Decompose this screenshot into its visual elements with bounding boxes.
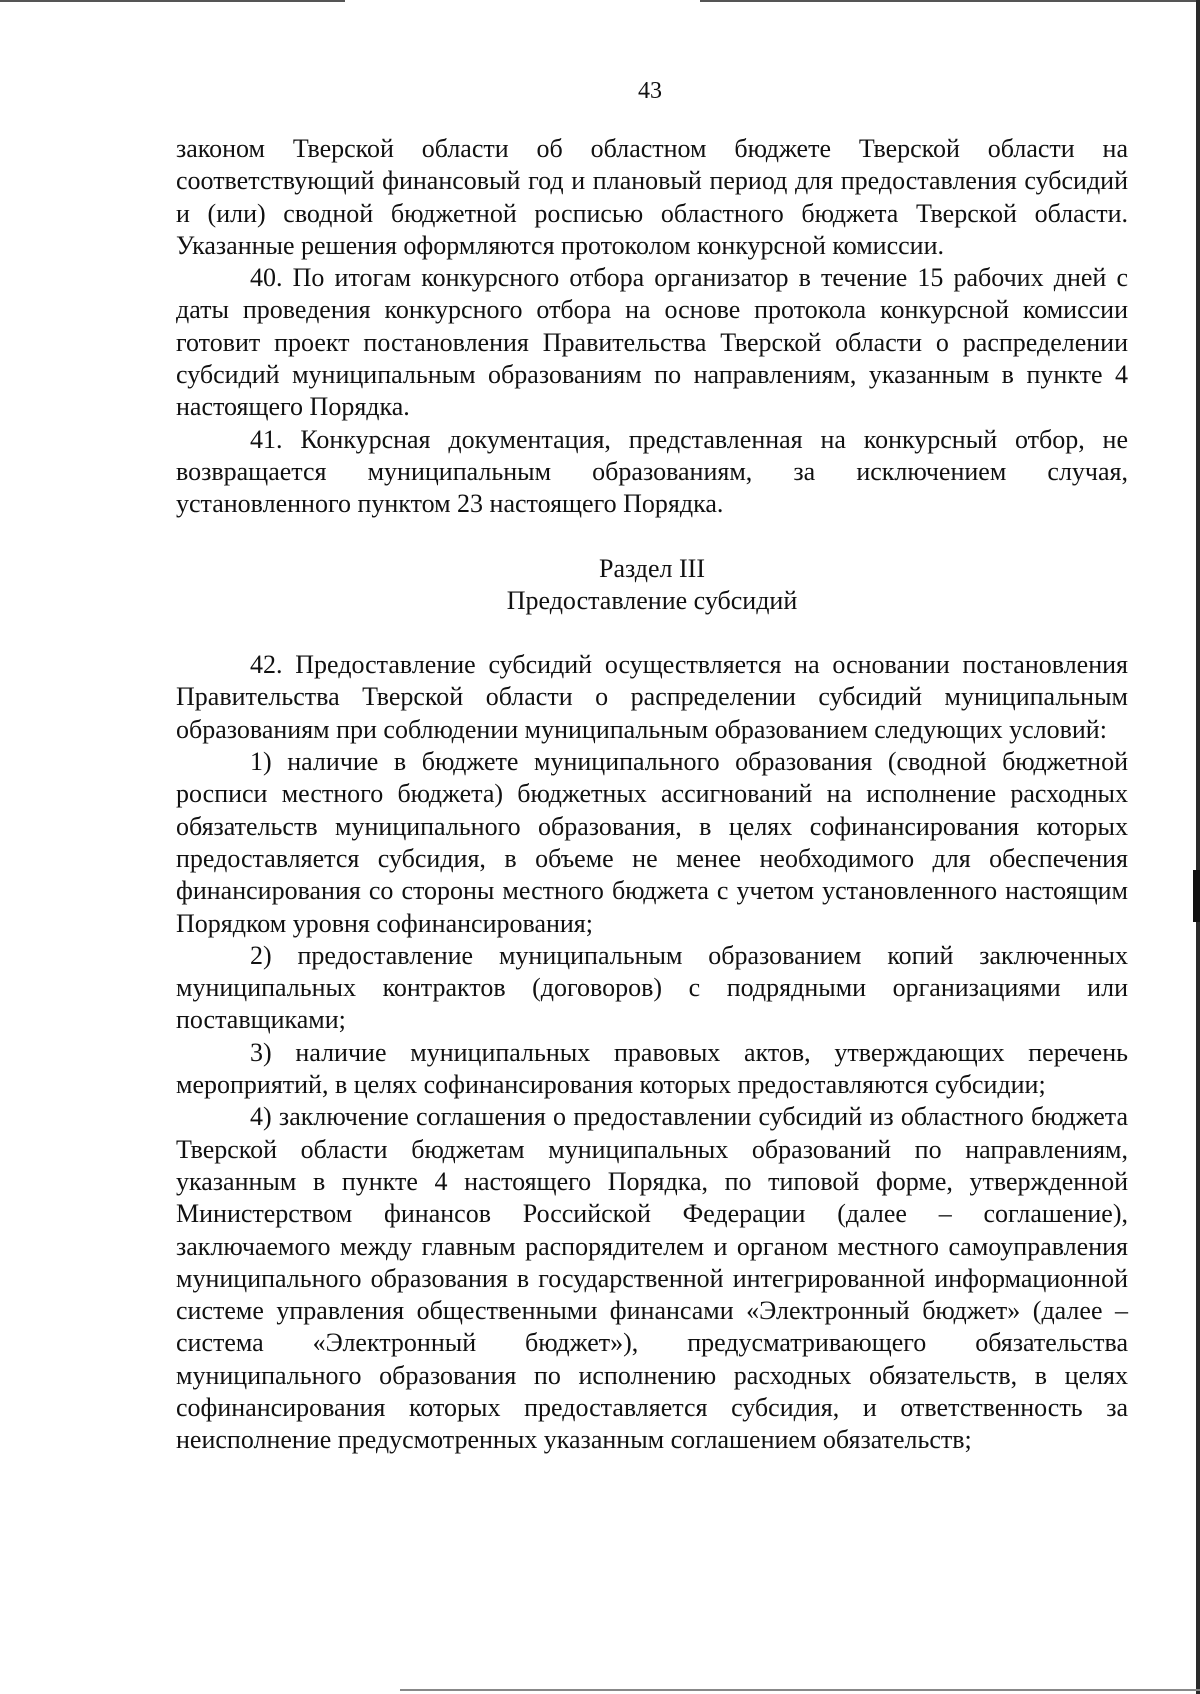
- section-title: Предоставление субсидий: [506, 585, 798, 615]
- spacer: [176, 521, 1128, 553]
- paragraph-item-42: 42. Предоставление субсидий осуществляется на основании постановления Правительства Тверской области о распределении субсидий муниципальным образованиям при соблюдении муниципальным образованием следующих условий:: [176, 650, 1128, 744]
- spacer: [176, 617, 1128, 649]
- scan-edge-bottom: [400, 1689, 1200, 1691]
- scan-mark: [1193, 870, 1200, 922]
- page-number: 43: [638, 78, 662, 104]
- section-number: Раздел III: [598, 553, 706, 583]
- paragraph-continuation: законом Тверской области об областном бюджете Тверской области на соответствующий финансовый год и плановый период для предоставления субсидий и (или) сводной бюджетной росписью областного бюджета Тверской области. Указанные решения оформляются протоколом конкурсной комиссии.: [176, 134, 1128, 260]
- paragraph-condition-2: 2) предоставление муниципальным образованием копий заключенных муниципальных контрактов (договоров) с подрядными организациями или поставщиками;: [176, 940, 1128, 1035]
- scan-edge-top: [0, 0, 345, 2]
- paragraph-condition-3: 3) наличие муниципальных правовых актов, утверждающих перечень мероприятий, в целях софинансирования которых предоставляются субсидии;: [176, 1037, 1128, 1100]
- paragraph-condition-1: 1) наличие в бюджете муниципального образования (сводной бюджетной росписи местного бюджета) бюджетных ассигнований на исполнение расходных обязательств муниципального образования, в целях софинансирования которых предоставляется субсидия, в объеме не менее необходимого для обеспечения финансирования со стороны местного бюджета с учетом установленного настоящим Порядком уровня софинансирования;: [176, 747, 1128, 938]
- scan-edge-right: [1196, 0, 1200, 1694]
- paragraph-item-40: 40. По итогам конкурсного отбора организатор в течение 15 рабочих дней с даты проведения конкурсного отбора на основе протокола конкурсной комиссии готовит проект постановления Правительства Тверской области о распределении субсидий муниципальным образованиям по направлениям, указанным в пункте 4 настоящего Порядка.: [176, 263, 1128, 422]
- paragraph-condition-4: 4) заключение соглашения о предоставлении субсидий из областного бюджета Тверской области бюджетам муниципальных образований по направлениям, указанным в пункте 4 настоящего Порядка, по типовой форме, утвержденной Министерством финансов Российской Федерации (далее – соглашение), заключаемого между главным распорядителем и органом местного самоуправления муниципального образования в государственной интегрированной информационной системе управления общественными финансами «Электронный бюджет» (далее – система «Электронный бюджет»), предусматривающего обязательства муниципального образования по исполнению расходных обязательств, в целях софинансирования которых предоставляется субсидия, и ответственность за неисполнение предусмотренных указанным соглашением обязательств;: [176, 1102, 1128, 1455]
- paragraph-item-41: 41. Конкурсная документация, представленная на конкурсный отбор, не возвращается муниципальным образованиям, за исключением случая, установленного пунктом 23 настоящего Порядка.: [176, 424, 1128, 519]
- document-body: [176, 133, 1128, 1457]
- scan-edge-top-right: [700, 0, 1200, 2]
